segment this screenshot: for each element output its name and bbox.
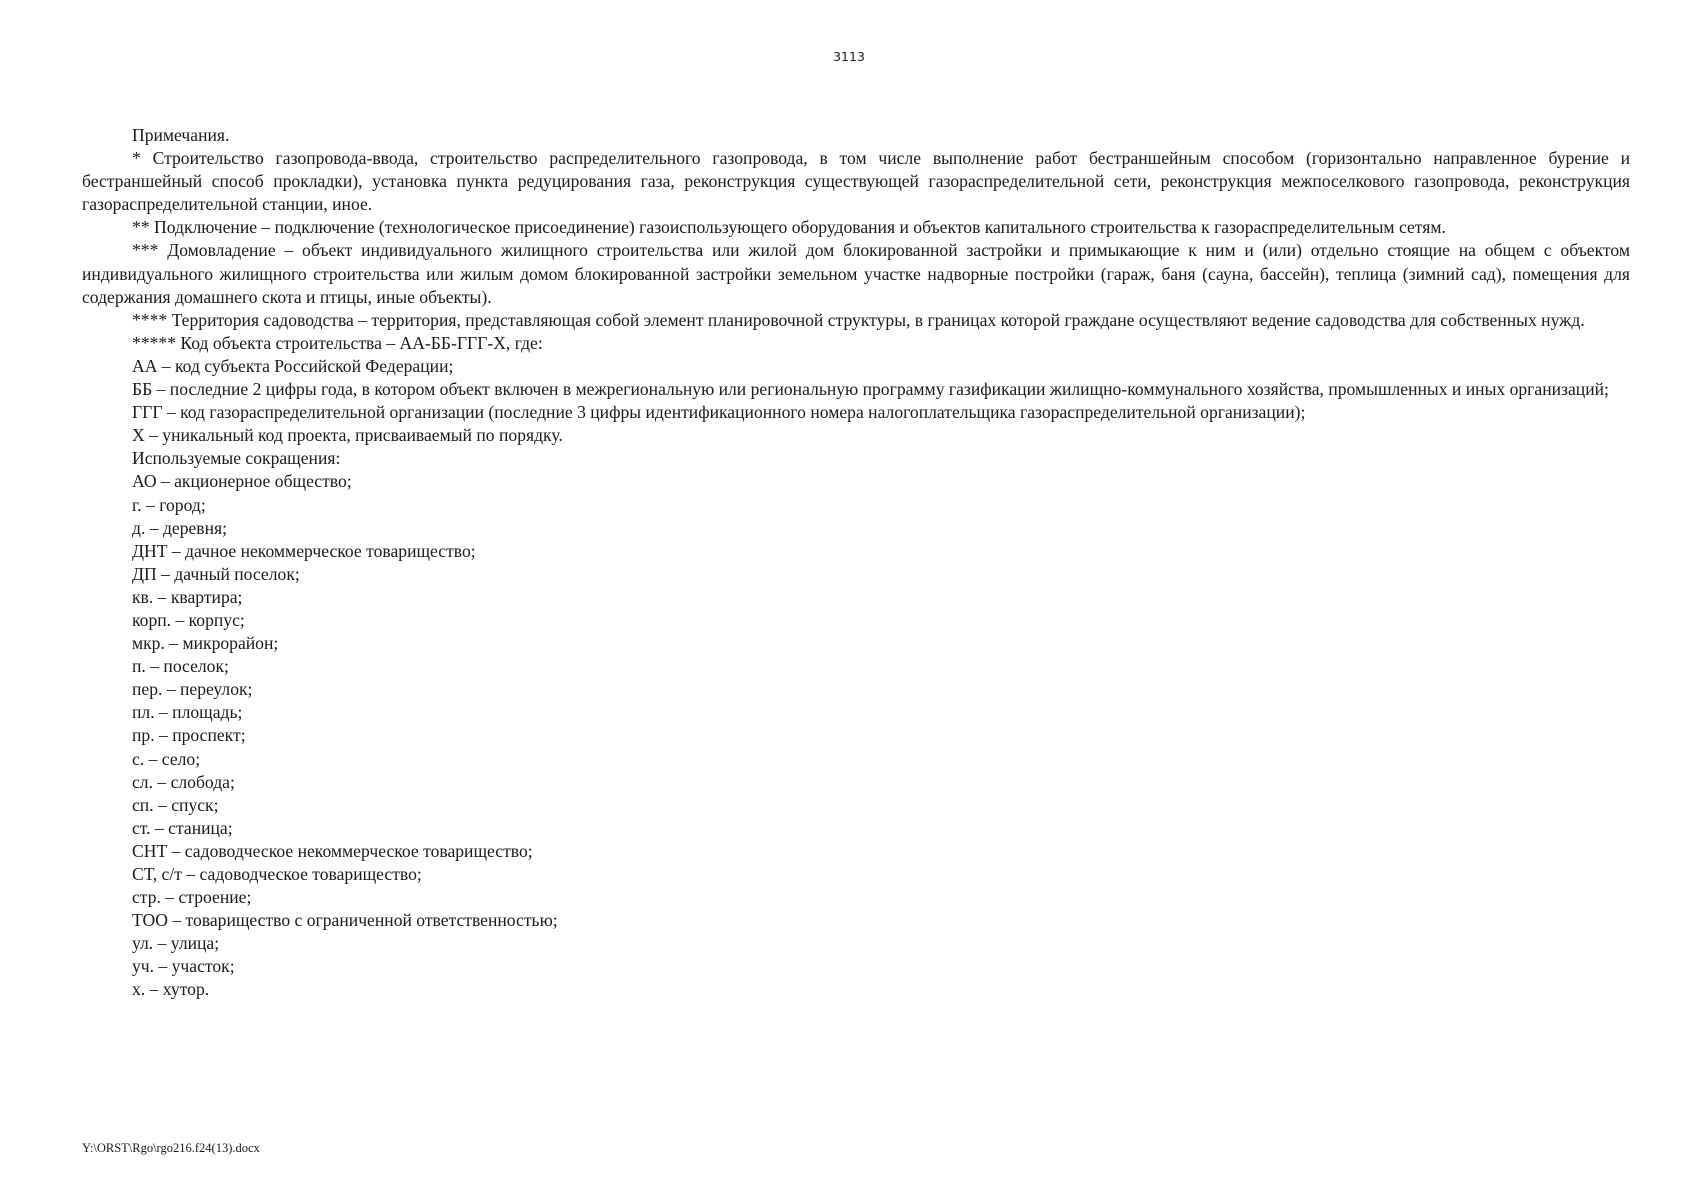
abbreviation-item: г. – город; <box>132 494 206 515</box>
abbreviation-item: СНТ – садоводческое некоммерческое товарищество; <box>132 840 533 861</box>
abbreviation-item: х. – хутор. <box>132 979 210 1000</box>
abbreviation-item: п. – поселок; <box>132 656 229 677</box>
note-paragraph: ББ – последние 2 цифры года, в котором объект включен в межрегиональную или региональную программу газификации жилищно-коммунального хозяйства, промышленных и иных организаций; <box>132 379 1609 400</box>
note-paragraph: ***** Код объекта строительства – АА-ББ-ГГГ-Х, где: <box>132 332 543 353</box>
abbreviations-list <box>82 470 1630 1001</box>
abbreviation-item: сп. – спуск; <box>132 794 219 815</box>
footer-file-path: Y:\ORST\Rgo\rgo216.f24(13).docx <box>82 1141 260 1155</box>
page-number: 3113 <box>833 49 865 64</box>
abbreviation-item: АО – акционерное общество; <box>132 471 352 492</box>
abbreviation-item: ДП – дачный поселок; <box>132 563 300 584</box>
abbreviation-item: СТ, с/т – садоводческое товарищество; <box>132 864 422 884</box>
abbreviation-item: кв. – квартира; <box>132 586 243 607</box>
abbreviation-item: уч. – участок; <box>132 956 235 977</box>
abbreviation-item: ДНТ – дачное некоммерческое товарищество; <box>132 540 476 561</box>
note-paragraph: *** Домовладение – объект индивидуального жилищного строительства или жилой дом блокированной застройки и примыкающие к ним и (или) отдельно стоящие на общем с объектом индивидуального жилищного строительства или жилым домом блокированной застройки земельном участке надворные постройки (гараж, баня (сауна, бассейн), теплица (зимний сад), помещения для содержания домашнего скота и птицы, иные объекты). <box>82 240 1630 307</box>
abbreviation-item: пл. – площадь; <box>132 702 243 723</box>
document-body <box>82 124 1630 1002</box>
abbreviation-item: пер. – переулок; <box>132 679 253 700</box>
abbreviation-item: мкр. – микрорайон; <box>132 633 279 654</box>
notes-heading: Примечания. <box>132 125 230 145</box>
notes-paragraphs <box>82 147 1630 447</box>
abbreviation-item: стр. – строение; <box>132 887 252 908</box>
abbreviation-item: ул. – улица; <box>132 933 220 954</box>
note-paragraph: ** Подключение – подключение (технологическое присоединение) газоиспользующего оборудования и объектов капитального строительства к газораспределительным сетям. <box>132 217 1446 238</box>
abbreviation-item: с. – село; <box>132 748 201 769</box>
abbreviation-item: корп. – корпус; <box>132 609 245 630</box>
abbreviation-item: ст. – станица; <box>132 817 233 838</box>
note-paragraph: Х – уникальный код проекта, присваиваемый по порядку. <box>132 425 563 446</box>
abbreviation-item: пр. – проспект; <box>132 725 246 746</box>
abbreviation-item: ТОО – товарищество с ограниченной ответственностью; <box>132 910 558 931</box>
note-paragraph: **** Территория садоводства – территория, представляющая собой элемент планировочной структуры, в границах которой граждане осуществляют ведение садоводства для собственных нужд. <box>132 309 1585 330</box>
note-paragraph: ГГГ – код газораспределительной организации (последние 3 цифры идентификационного номера налогоплательщика газораспределительной организации); <box>132 402 1306 423</box>
note-paragraph: * Строительство газопровода-ввода, строительство распределительного газопровода, в том числе выполнение работ бестраншейным способом (горизонтально направленное бурение и бестраншейный способ прокладки), установка пункта редуцирования газа, реконструкция существующей газораспределительной сети, реконструкция межпоселкового газопровода, реконструкция газораспределительной станции, иное. <box>82 148 1630 215</box>
note-paragraph: АА – код субъекта Российской Федерации; <box>132 355 454 376</box>
abbreviation-item: сл. – слобода; <box>132 771 235 792</box>
abbreviations-heading: Используемые сокращения: <box>132 448 341 469</box>
abbreviation-item: д. – деревня; <box>132 517 228 538</box>
